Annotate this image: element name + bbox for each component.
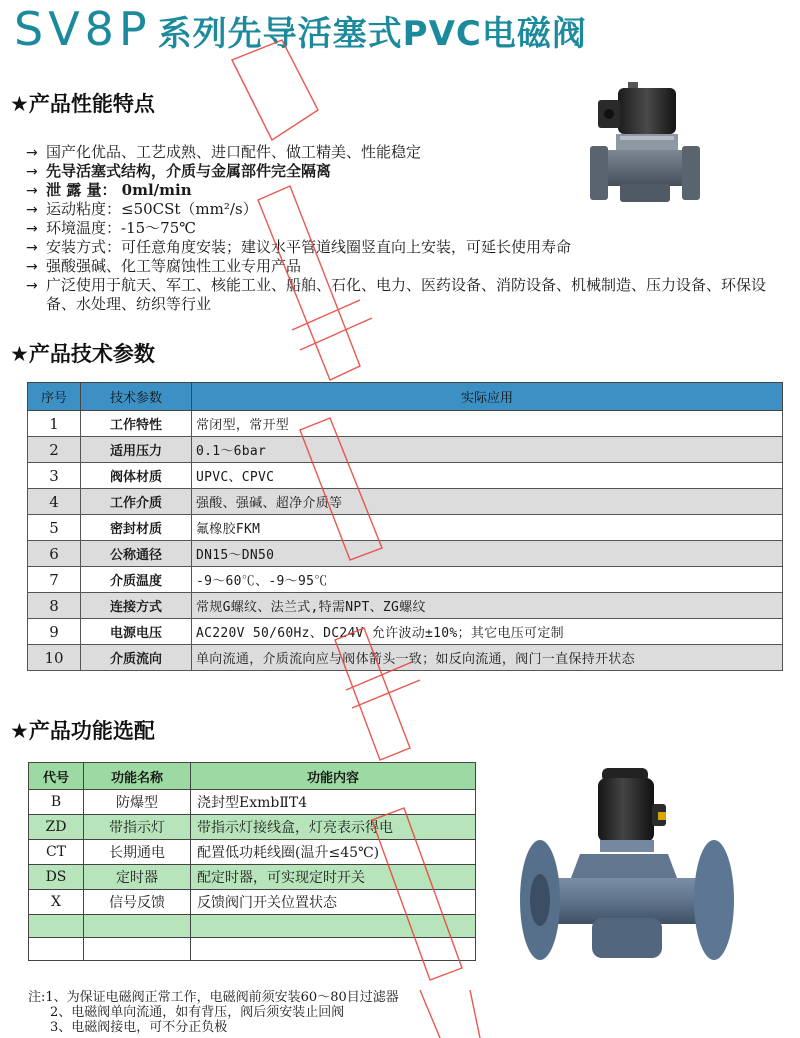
header-name: 功能名称 <box>84 763 191 790</box>
feature-item: → 运动粘度：≤50CSt（mm²/s） <box>26 200 258 218</box>
feature-item: → 强酸强碱、化工等腐蚀性工业专用产品 <box>26 257 302 275</box>
option-table-header <box>29 763 476 790</box>
arrow-icon: → <box>26 145 38 161</box>
header-content: 功能内容 <box>191 763 476 790</box>
notes <box>28 990 399 1035</box>
option-table <box>28 762 476 961</box>
table-row: 4 工作介质 强酸、强碱、超净介质等 <box>28 489 783 515</box>
table-row: 1 工作特性 常闭型，常开型 <box>28 411 783 437</box>
table-row: 2 适用压力 0.1～6bar <box>28 437 783 463</box>
header-value: 实际应用 <box>192 383 783 411</box>
spec-table-header <box>28 383 783 411</box>
note-item: 3、电磁阀接电，可不分正负极 <box>50 1020 228 1035</box>
flanged-valve-product-image <box>518 768 736 978</box>
table-row <box>29 938 476 961</box>
options-heading: ★产品功能选配 <box>10 719 155 743</box>
feature-item: → 环境温度：-15～75℃ <box>26 219 197 237</box>
table-row: 3 阀体材质 UPVC、CPVC <box>28 463 783 489</box>
table-row: 9 电源电压 AC220V 50/60Hz、DC24V 允许波动±10%；其它电压可定制 <box>28 619 783 645</box>
feature-item: → 先导活塞式结构，介质与金属部件完全隔离 <box>26 162 332 180</box>
arrow-icon: → <box>26 259 38 275</box>
table-row: CT 长期通电 配置低功耗线圈(温升≤45℃) <box>29 840 476 865</box>
features-heading: ★产品性能特点 <box>10 92 155 116</box>
table-row: 5 密封材质 氟橡胶FKM <box>28 515 783 541</box>
arrow-icon: → <box>26 240 38 256</box>
spec-table <box>27 382 783 671</box>
table-row: DS 定时器 配定时器，可实现定时开关 <box>29 865 476 890</box>
table-row: 10 介质流向 单向流通，介质流向应与阀体箭头一致；如反向流通，阀门一直保持开状态 <box>28 645 783 671</box>
table-row: X 信号反馈 反馈阀门开关位置状态 <box>29 890 476 915</box>
specs-heading: ★产品技术参数 <box>10 342 155 366</box>
feature-item: → 广泛使用于航天、军工、核能工业、船舶、石化、电力、医药设备、消防设备、机械制造、压力设备、环保设备、水处理、纺织等行业 <box>26 276 767 313</box>
arrow-icon: → <box>26 202 38 218</box>
table-row: ZD 带指示灯 带指示灯接线盒，灯亮表示得电 <box>29 815 476 840</box>
feature-item: → 泄 露 量： 0ml/min <box>26 181 192 199</box>
feature-item: → 安装方式：可任意角度安装；建议水平管道线圈竖直向上安装，可延长使用寿命 <box>26 238 572 256</box>
table-row: B 防爆型 浇封型ExmbⅡT4 <box>29 790 476 815</box>
table-row: 6 公称通径 DN15～DN50 <box>28 541 783 567</box>
note-item: 2、电磁阀单向流通，如有背压，阀后须安装止回阀 <box>50 1005 345 1020</box>
header-code: 代号 <box>29 763 84 790</box>
page-title <box>14 2 587 58</box>
arrow-icon: → <box>26 278 38 294</box>
model-number: SV8P <box>14 2 152 56</box>
title-description: 系列先导活塞式PVC电磁阀 <box>157 14 587 54</box>
note-item: 注:1、为保证电磁阀正常工作，电磁阀前须安装60～80目过滤器 <box>28 990 399 1005</box>
table-row: 8 连接方式 常规G螺纹、法兰式,特需NPT、ZG螺纹 <box>28 593 783 619</box>
arrow-icon: → <box>26 164 38 180</box>
arrow-icon: → <box>26 183 38 199</box>
arrow-icon: → <box>26 221 38 237</box>
table-row: 7 介质温度 -9～60℃、-9～95℃ <box>28 567 783 593</box>
header-no: 序号 <box>28 383 81 411</box>
header-param: 技术参数 <box>81 383 192 411</box>
valve-product-image <box>590 76 700 208</box>
feature-item: → 国产化优品、工艺成熟、进口配件、做工精美、性能稳定 <box>26 143 422 161</box>
table-row <box>29 915 476 938</box>
